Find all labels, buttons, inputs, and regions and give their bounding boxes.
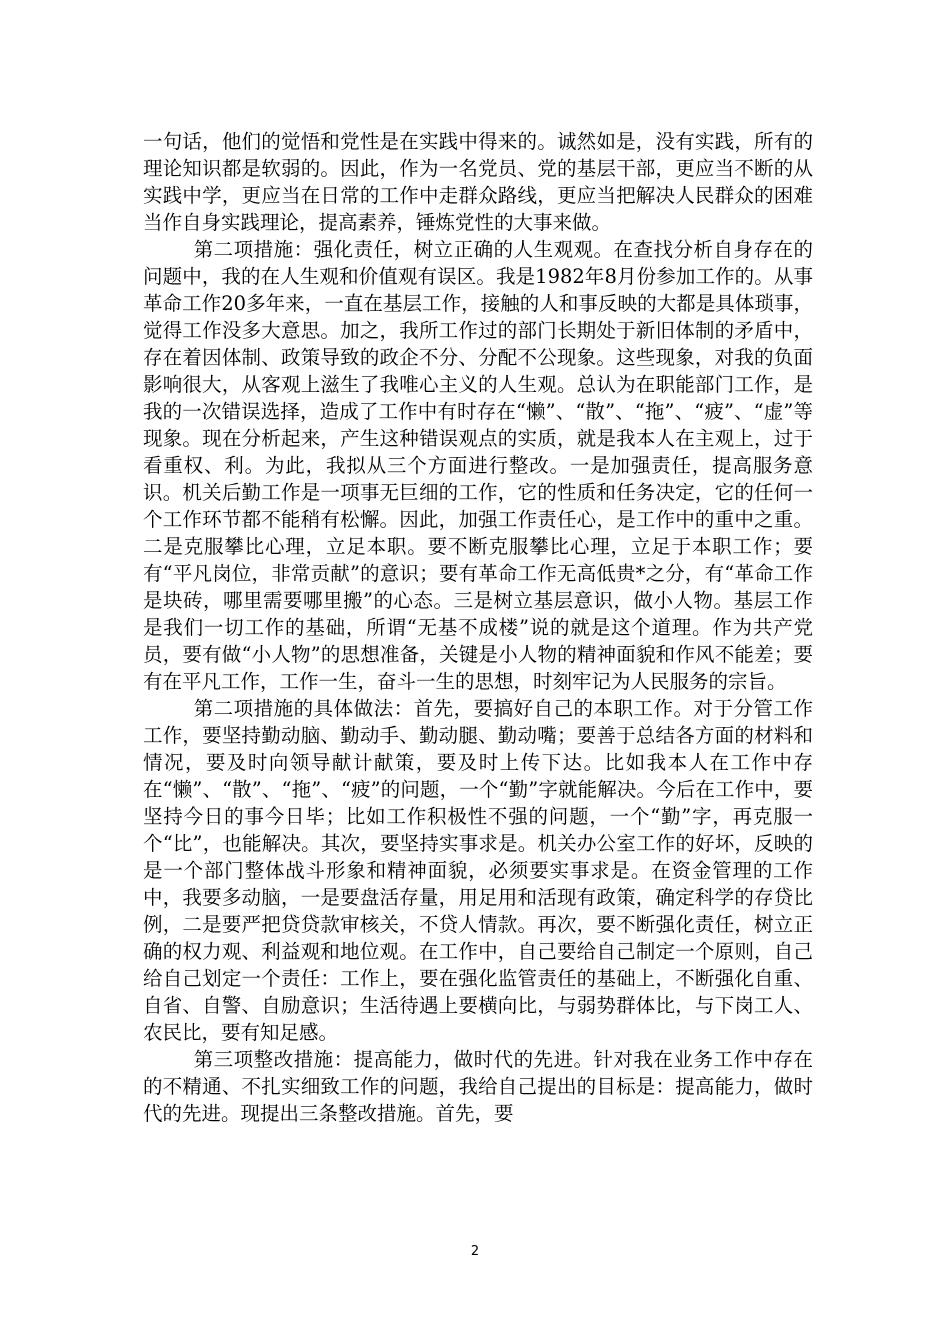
paragraph-3: 第二项措施的具体做法：首先，要搞好自己的本职工作。对于分管工作工作，要坚持勤动脑、勤动手、勤动腿、勤动嘴；要善于总结各方面的材料和情况，要及时向领导献计献策，要及时上传下达。比如我本人在工作中存在“懒”、“散”、“拖”、“疲”的问题，一个“勤”字就能解决。今后在工作中，要坚持今日的事今日毕；比如工作积极性不强的问题，一个“勤”字，再克服一个“比”，也能解决。其次，要坚持实事求是。机关办公室工作的好坏，反映的是一个部门整体战斗形象和精神面貌，必须要实事求是。在资金管理的工作中，我要多动脑，一是要盘活存量，用足用和活现有政策，确定科学的存贷比例，二是要严把贷贷款审核关，不贷人情款。再次，要不断强化责任，树立正确的权力观、利益观和地位观。在工作中，自己要给自己制定一个原则，自己给自己划定一个责任：工作上，要在强化监管责任的基础上，不断强化自重、自省、自警、自励意识；生活待遇上要横向比，与弱势群体比，与下岗工人、农民比，要有知足感。 xyxy=(143,697,813,1044)
paragraph-2: 第二项措施：强化责任，树立正确的人生观观。在查找分析自身存在的问题中，我的在人生观和价值观有误区。我是1982年8月份参加工作的。从事革命工作20多年来，一直在基层工作，接触的人和事反映的大都是具体琐事，觉得工作没多大意思。加之，我所工作过的部门长期处于新旧体制的矛盾中，存在着因体制、政策导致的政企不分、分配不公现象。这些现象，对我的负面影响很大，从客观上滋生了我唯心主义的人生观。总认为在职能部门工作，是我的一次错误选择，造成了工作中有时存在“懒”、“散”、“拖”、“疲”、“虚”等现象。现在分析起来，产生这种错误观点的实质，就是我本人在主观上，过于看重权、利。为此，我拟从三个方面进行整改。一是加强责任，提高服务意识。机关后勤工作是一项事无巨细的工作，它的性质和任务决定，它的任何一个工作环节都不能稍有松懈。因此，加强工作责任心，是工作中的重中之重。二是克服攀比心理，立足本职。要不断克服攀比心理，立足于本职工作；要有“平凡岗位，非常贡献”的意识；要有革命工作无高低贵*之分，有“革命工作是块砖，哪里需要哪里搬”的心态。三是树立基层意识，做小人物。基层工作是我们一切工作的基础，所谓“无基不成楼”说的就是这个道理。作为共产党员，要有做“小人物”的思想准备，关键是小人物的精神面貌和作风不能差；要有在平凡工作，工作一生，奋斗一生的思想，时刻牢记为人民服务的宗旨。 xyxy=(143,238,813,693)
document-body xyxy=(143,128,813,1127)
page-number: 2 xyxy=(470,1244,480,1259)
paragraph-1: 一句话，他们的觉悟和党性是在实践中得来的。诚然如是，没有实践，所有的理论知识都是软弱的。因此，作为一名党员、党的基层干部，更应当不断的从实践中学，更应当在日常的工作中走群众路线，更应当把解决人民群众的困难当作自身实践理论，提高素养，锤炼党性的大事来做。 xyxy=(143,130,813,234)
paragraph-4: 第三项整改措施：提高能力，做时代的先进。针对我在业务工作中存在的不精通、不扎实细致工作的问题，我给自己提出的目标是：提高能力，做时代的先进。现提出三条整改措施。首先，要 xyxy=(143,1048,813,1125)
